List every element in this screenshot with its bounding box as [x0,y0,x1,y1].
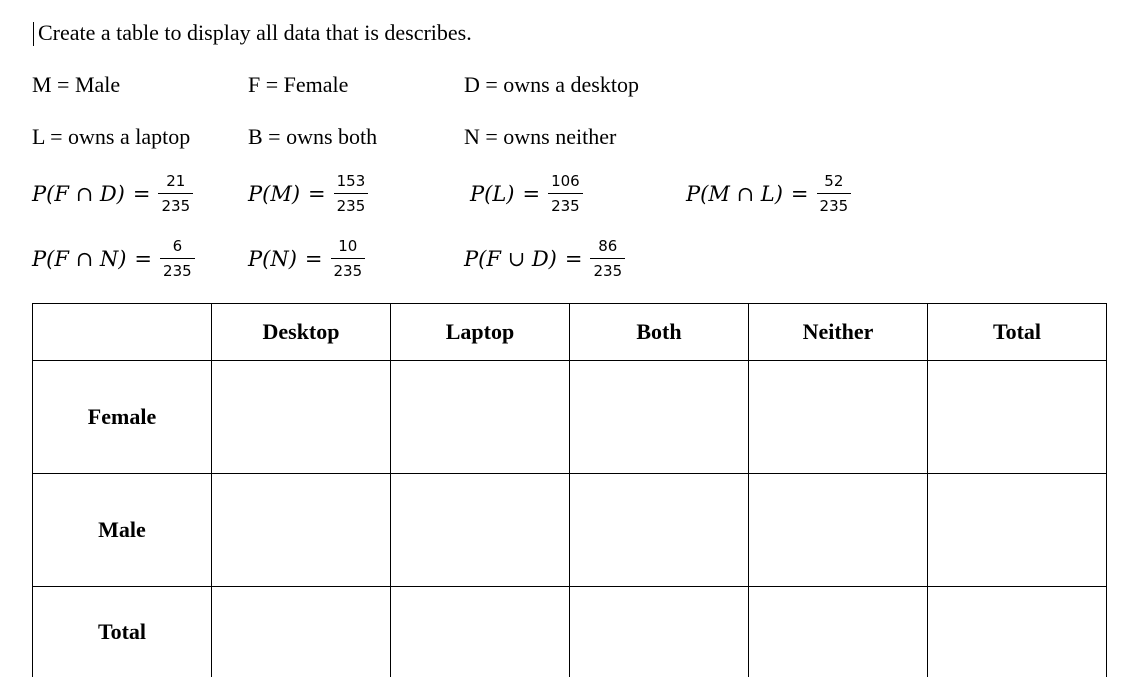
fraction [590,239,625,279]
empty-cell[interactable] [749,587,928,677]
equals-sign: = [308,182,326,206]
fraction-denominator: 235 [158,194,193,214]
equals-sign: = [791,182,809,206]
definition-neither: N = owns neither [464,124,616,150]
fraction-numerator: 10 [335,239,360,258]
fraction-numerator: 52 [821,174,846,193]
equals-sign: = [305,247,323,271]
two-way-table [32,303,1107,677]
fraction-denominator: 235 [817,194,852,214]
probability-f-and-d [32,174,193,214]
header-neither: Neither [749,304,928,361]
empty-cell[interactable] [928,361,1107,474]
header-total: Total [928,304,1107,361]
fraction-denominator: 235 [548,194,583,214]
instruction-text: Create a table to display all data that is describes. [38,20,472,46]
empty-cell[interactable] [391,361,570,474]
fraction-denominator: 235 [590,259,625,279]
fraction-numerator: 21 [163,174,188,193]
table-header-row [33,304,1107,361]
empty-cell[interactable] [749,474,928,587]
equals-sign: = [522,182,540,206]
fraction [548,174,583,214]
fraction [158,174,193,214]
fraction [331,239,366,279]
empty-cell[interactable] [570,587,749,677]
row-label-total: Total [33,587,212,677]
definition-laptop: L = owns a laptop [32,124,190,150]
definition-both: B = owns both [248,124,377,150]
empty-cell[interactable] [928,587,1107,677]
probability-expression: P(F ∩ D) [32,182,125,206]
probability-expression: P(M) [248,182,300,206]
definition-female: F = Female [248,72,348,98]
header-both: Both [570,304,749,361]
equals-sign: = [134,247,152,271]
header-laptop: Laptop [391,304,570,361]
fraction [817,174,852,214]
empty-cell[interactable] [212,361,391,474]
probability-expression: P(F ∪ D) [464,247,557,271]
empty-cell[interactable] [570,474,749,587]
empty-cell[interactable] [570,361,749,474]
definition-male: M = Male [32,72,120,98]
probability-m-and-l [686,174,851,214]
empty-cell[interactable] [212,587,391,677]
table-row [33,474,1107,587]
fraction-denominator: 235 [331,259,366,279]
header-desktop: Desktop [212,304,391,361]
row-label-female: Female [33,361,212,474]
fraction-numerator: 6 [170,239,186,258]
table-row [33,587,1107,677]
probability-f-or-d [464,239,625,279]
text-cursor [33,22,34,46]
empty-cell[interactable] [928,474,1107,587]
equals-sign: = [565,247,583,271]
empty-cell[interactable] [212,474,391,587]
fraction-denominator: 235 [160,259,195,279]
probability-m [248,174,368,214]
fraction-numerator: 106 [548,174,583,193]
probability-n [248,239,365,279]
fraction [160,239,195,279]
probability-f-and-n [32,239,195,279]
empty-cell[interactable] [749,361,928,474]
fraction [334,174,369,214]
probability-expression: P(L) [470,182,514,206]
fraction-denominator: 235 [334,194,369,214]
fraction-numerator: 86 [595,239,620,258]
table-row [33,361,1107,474]
probability-expression: P(M ∩ L) [686,182,783,206]
row-label-male: Male [33,474,212,587]
empty-cell[interactable] [391,474,570,587]
equals-sign: = [133,182,151,206]
definition-desktop: D = owns a desktop [464,72,639,98]
probability-l [470,174,583,214]
header-corner-cell [33,304,212,361]
probability-expression: P(F ∩ N) [32,247,126,271]
probability-expression: P(N) [248,247,297,271]
fraction-numerator: 153 [334,174,369,193]
empty-cell[interactable] [391,587,570,677]
